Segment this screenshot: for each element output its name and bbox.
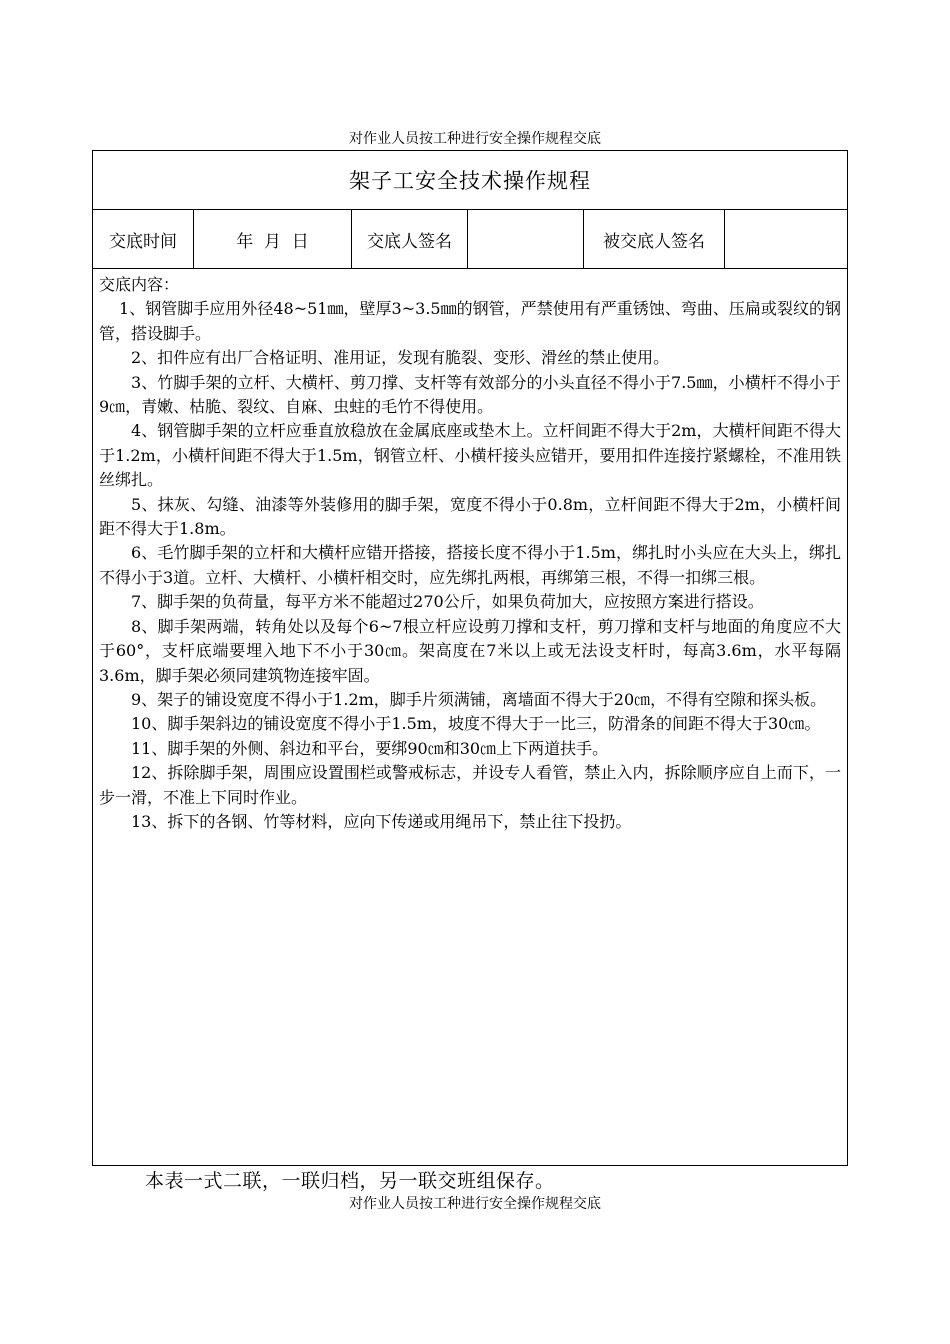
rule-item: 5、抹灰、勾缝、油漆等外装修用的脚手架，宽度不得小于0.8m，立杆间距不得大于2m，小横杆间距不得大于1.8m。	[99, 494, 841, 539]
discloser-signature-field	[468, 210, 583, 268]
disclosure-content	[99, 273, 841, 834]
meta-row	[93, 210, 847, 269]
rule-item: 6、毛竹脚手架的立杆和大横杆应错开搭接，搭接长度不得小于1.5m，绑扎时小头应在大头上，绑扎不得小于3道。立杆、大横杆、小横杆相交时，应先绑扎两根，再绑第三根，不得一扣绑三根。	[99, 543, 841, 587]
disclosure-form	[92, 150, 848, 1166]
rule-item: 1、钢管脚手应用外径48~51㎜，壁厚3~3.5㎜的钢管，严禁使用有严重锈蚀、弯曲、压扁或裂纹的钢管，搭设脚手。	[99, 299, 841, 343]
content-heading: 交底内容：	[99, 275, 180, 294]
rule-item: 7、脚手架的负荷量，每平方米不能超过270公斤，如果负荷加大，应按照方案进行搭设。	[131, 592, 764, 612]
form-title: 架子工安全技术操作规程	[93, 151, 847, 210]
rule-item: 12、拆除脚手架，周围应设置围栏或警戒标志，并设专人看管，禁止入内，拆除顺序应自上而下，一步一滑，不准上下同时作业。	[99, 763, 841, 807]
page-bottom-note: 对作业人员按工种进行安全操作规程交底	[349, 1196, 601, 1212]
date-value: 年 月 日	[236, 231, 309, 252]
rule-item: 4、钢管脚手架的立杆应垂直放稳放在金属底座或垫木上。立杆间距不得大于2m，大横杆间距不得大于1.2m，小横杆间距不得大于1.5m，钢管立杆、小横杆接头应错开，要用扣件连接拧紧螺栓，不准用铁丝绑扎。	[99, 421, 841, 490]
form-footer-note: 本表一式二联，一联归档，另一联交班组保存。	[145, 1170, 555, 1192]
date-label: 交底时间	[109, 231, 177, 252]
rule-item: 11、脚手架的外侧、斜边和平台，要绑90㎝和30㎝上下两道扶手。	[131, 738, 609, 758]
rule-item: 8、脚手架两端，转角处以及每个6~7根立杆应设剪刀撑和支杆，剪刀撑和支杆与地面的角度应不大于60°，支杆底端要埋入地下不小于30㎝。架高度在7米以上或无法设支杆时，每高3.6m，水平每隔3.6m，脚手架必须同建筑物连接牢固。	[99, 616, 841, 685]
rule-item: 13、拆下的各钢、竹等材料，应向下传递或用绳吊下，禁止往下投扔。	[131, 811, 632, 831]
rule-item: 2、扣件应有出厂合格证明、准用证，发现有脆裂、变形、滑丝的禁止使用。	[131, 348, 670, 368]
rule-item: 10、脚手架斜边的铺设宽度不得小于1.5m，坡度不得大于一比三，防滑条的间距不得大于30㎝。	[131, 714, 821, 734]
discloser-signature-label: 交底人签名	[367, 231, 452, 252]
page-header-note: 对作业人员按工种进行安全操作规程交底	[349, 131, 601, 147]
recipient-signature-label: 被交底人签名	[603, 231, 705, 252]
rule-item: 3、竹脚手架的立杆、大横杆、剪刀撑、支杆等有效部分的小头直径不得小于7.5㎜，小横杆不得小于9㎝，青嫩、枯脆、裂纹、自麻、虫蛀的毛竹不得使用。	[99, 372, 841, 417]
rule-item: 9、架子的铺设宽度不得小于1.2m，脚手片须满铺，离墙面不得大于20㎝，不得有空隙和探头板。	[131, 689, 827, 709]
recipient-signature-field	[725, 210, 847, 268]
